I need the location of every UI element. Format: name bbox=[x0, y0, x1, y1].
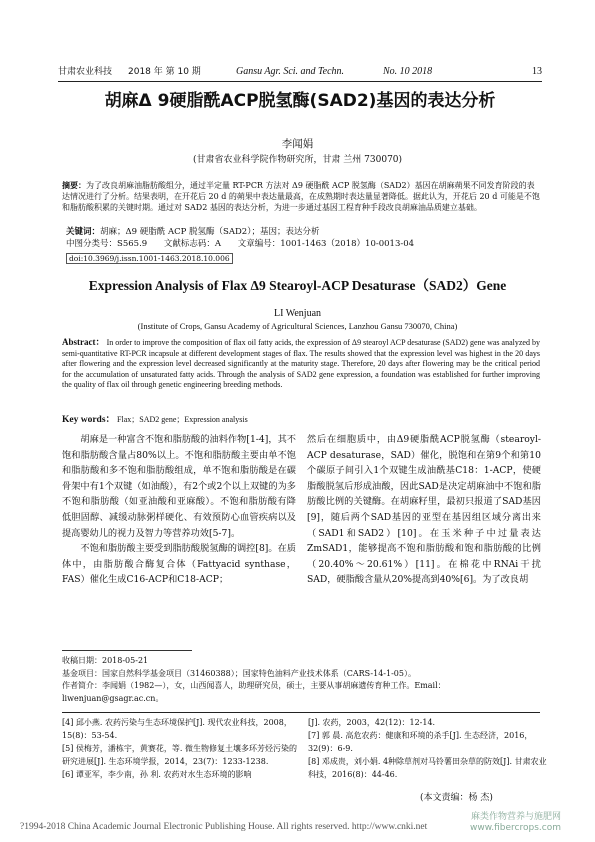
reference-item: [4] 邱小燕. 农药污染与生态环境保护[J]. 现代农业科技，2008，15(8)：53-54. bbox=[62, 718, 292, 740]
clc-value: S565.9 bbox=[117, 239, 148, 249]
year-issue-cn: 2018 年 第 10 期 bbox=[128, 67, 201, 77]
abstract-cn-label: 摘要： bbox=[62, 181, 86, 190]
body-paragraph: 然后在细胞质中，由Δ9硬脂酰ACP脱氢酶（stearoyl-ACP desaturase，SAD）催化，脱饱和在第9个和第10个碳原子间引入1个双键生成油酰基C18：1-ACP，使硬脂酸脱氢后形成油酸，因此SAD是决定胡麻油中不饱和脂肪酸比例的关键酶。在胡麻籽里，最初只报道了SAD基因[9]，随后两个SAD基因的亚型在基因组区域分离出来（SAD1和SAD2）[10]。在玉米种子中过量表达ZmSAD1，能够提高不饱和脂肪酸和饱和脂肪酸的比例（20.40%～20.61%）[11]。在棉花中RNAi干扰SAD，硬脂酸含量从20%提高到40%[6]。为了改良胡 bbox=[307, 434, 541, 586]
body-left-column bbox=[62, 432, 296, 588]
affiliation-en: (Institute of Crops, Gansu Academy of Agricultural Sciences, Lanzhou Gansu 730070, China) bbox=[137, 321, 458, 331]
keywords-cn-label: 关键词： bbox=[66, 227, 101, 237]
refs-rule bbox=[62, 712, 540, 713]
abstract-cn bbox=[62, 180, 540, 213]
keywords-en-text: Flax；SAD2 gene；Expression analysis bbox=[117, 415, 248, 424]
author-cn: 李闻娟 bbox=[281, 138, 314, 150]
abstract-en-text: In order to improve the composition of flax oil fatty acids, the expression of Δ9 stearoyl ACP desaturase (SAD2) gene was analyzed by semi-quantitative RT-PCR incapsule at different development stages of flax. The results showed that the expression level was highest in the 20 days after flowering and the expression level decreased significantly at the maturity stage. Therefore, 20 days after flowering may be the critical period for the accumulation of unsaturated fatty acids. Through the analysis of SAD2 gene expression, a foundation was established for further improving the quality of flax oil through genetic engineering breeding methods. bbox=[62, 338, 541, 390]
title-cn: 胡麻Δ 9硬脂酰ACP脱氢酶(SAD2)基因的表达分析 bbox=[104, 91, 496, 111]
reference-item: [J]. 农药，2003，42(12)：12-14. bbox=[308, 718, 436, 727]
reference-item: [6] 谭亚军，李少南，孙 利. 农药对水生态环境的影响 bbox=[62, 770, 252, 779]
header-rule bbox=[58, 81, 542, 82]
abstract-en bbox=[62, 337, 540, 391]
footnote bbox=[62, 655, 540, 705]
references-left bbox=[62, 716, 302, 781]
journal-cn: 甘肃农业科技 bbox=[58, 67, 113, 77]
article-value: 1001-1463（2018）10-0013-04 bbox=[280, 239, 415, 249]
watermark bbox=[470, 812, 561, 834]
body-paragraph: 不饱和脂肪酸主要受到脂肪酸脱氢酶的调控[8]。在质体中，由脂肪酸合酶复合体（Fattyacid synthase，FAS）催化生成C16-ACP和C18-ACP； bbox=[62, 543, 296, 586]
watermark-line2: www.fibercrops.com bbox=[470, 823, 561, 833]
abstract-cn-text: 为了改良胡麻油脂肪酸组分，通过半定量 RT-PCR 方法对 Δ9 硬脂酰 ACP 脱氢酶（SAD2）基因在胡麻蒴果不同发育阶段的表达情况进行了分析。结果表明，在开花后 20 d 的蒴果中表达量最高，在成熟期时表达量显著降低。据此认为，开花后 20 d 可能是不饱和脂肪酸积累的关键时期。通过对 SAD2 基因的表达分析，为进一步通过基因工程育种手段改良胡麻油品质建立基础。 bbox=[62, 181, 540, 212]
affiliation-cn: (甘肃省农业科学院作物研究所，甘肃 兰州 730070) bbox=[192, 155, 403, 165]
copyright-footer: ?1994-2018 China Academic Journal Electronic Publishing House. All rights reserved. http://www.cnki.net bbox=[20, 822, 428, 832]
issue-en: No. 10 2018 bbox=[383, 66, 433, 77]
doi: doi:10.3969/j.issn.1001-1463.2018.10.006 bbox=[66, 253, 233, 264]
reference-item: [7] 郭 晨. 高危农药：健康和环境的杀手[J]. 生态经济，2016，32(9)：6-9. bbox=[308, 731, 533, 753]
keywords-cn bbox=[66, 227, 319, 238]
keywords-cn-text: 胡麻；Δ9 硬脂酰 ACP 脱氢酶（SAD2）；基因；表达分析 bbox=[100, 227, 320, 237]
code-value: A bbox=[214, 239, 222, 249]
page-number: 13 bbox=[532, 66, 542, 77]
title-en: Expression Analysis of Flax Δ9 Stearoyl-ACP Desaturase（SAD2）Gene bbox=[88, 278, 507, 293]
body-right-column bbox=[307, 432, 541, 588]
keywords-en-label: Key words： bbox=[62, 415, 116, 425]
body-paragraph: 胡麻是一种富含不饱和脂肪酸的油料作物[1-4]，其不饱和脂肪酸含量占80%以上。不饱和脂肪酸主要由单不饱和脂肪酸和多不饱和脂肪酸组成，单不饱和脂肪酸是在碳骨架中有1个双键（如油酸），有2个或2个以上双键的为多不饱和脂肪酸（如亚油酸和亚麻酸）。不饱和脂肪酸有降低胆固醇、减缓动脉粥样硬化、有效预防心血管疾病以及提高婴幼儿的视力及智力等营养功效[5-7]。 bbox=[62, 434, 296, 539]
reference-item: [8] 邓成贵，刘小娟. 4种除草剂对马铃薯田杂草的防效[J]. 甘肃农业科技，2016(8)：44-46. bbox=[308, 757, 547, 779]
references-right bbox=[308, 716, 548, 781]
article-label: 文章编号： bbox=[237, 239, 281, 249]
author-info: 作者简介：李闻娟（1982—），女，山西闻喜人，助理研究员，硕士，主要从事胡麻遗传育种工作。Email：liwenjuan@gsagr.ac.cn。 bbox=[62, 681, 446, 703]
author-en: LI Wenjuan bbox=[273, 308, 322, 319]
reference-item: [5] 侯梅芳，潘栋宇，黄赛花，等. 微生物修复土壤多环芳烃污染的研究进展[J]. 生态环境学报，2014，23(7)：1233-1238. bbox=[62, 744, 297, 766]
footnote-rule bbox=[62, 650, 192, 651]
code-label: 文献标志码： bbox=[163, 239, 215, 249]
abstract-en-label: Abstract： bbox=[62, 337, 105, 347]
keywords-en bbox=[62, 411, 248, 425]
watermark-line1: 麻类作物营养与施肥网 bbox=[470, 812, 561, 822]
clc-label: 中图分类号： bbox=[66, 239, 118, 249]
classification-line bbox=[66, 239, 414, 250]
fund-info: 基金项目：国家自然科学基金项目（31460388）；国家特色油料产业技术体系（CARS-14-1-05）。 bbox=[62, 668, 416, 678]
journal-en: Gansu Agr. Sci. and Techn. bbox=[236, 66, 345, 77]
editor-note: (本文责编：杨 杰) bbox=[420, 793, 493, 803]
received-date: 收稿日期：2018-05-21 bbox=[62, 656, 149, 665]
